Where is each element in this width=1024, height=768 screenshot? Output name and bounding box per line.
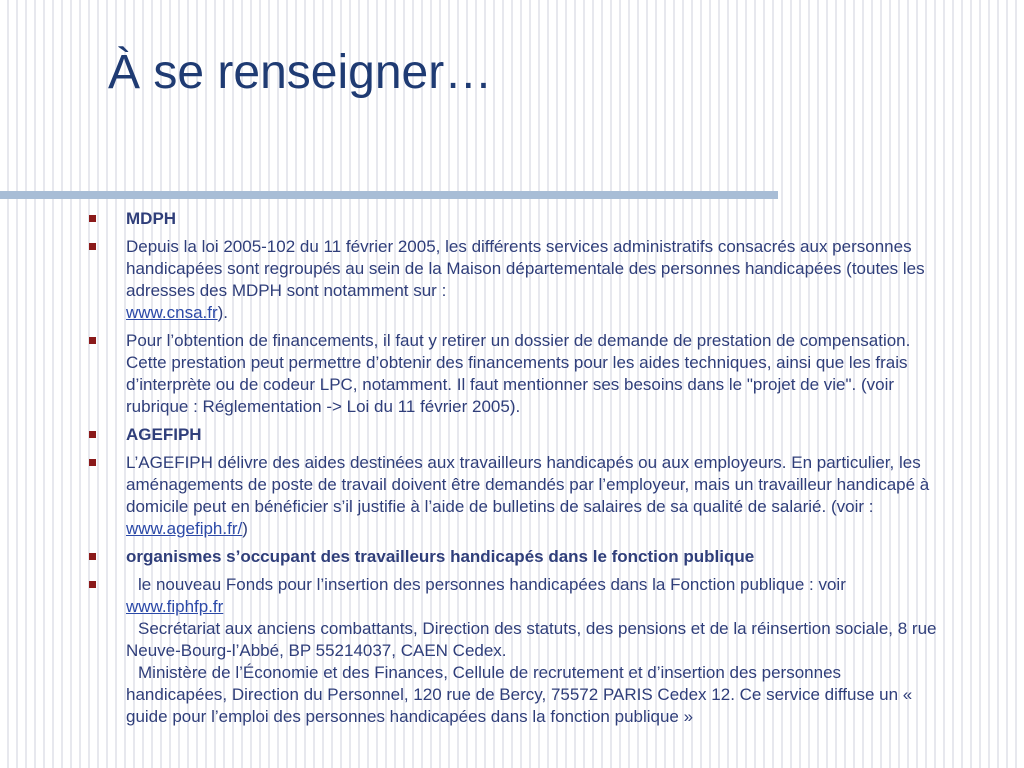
fiphfp-link[interactable]: www.fiphfp.fr: [126, 597, 224, 616]
content-list: [86, 208, 946, 734]
list-item-agefiph-text: [86, 452, 946, 540]
list-item-fonds: [86, 574, 946, 728]
title-divider: [0, 191, 778, 199]
financement-text: Pour l’obtention de financements, il faut y retirer un dossier de demande de prestation de compensation. Cette prestation peut permettre d’obtenir des financements pour les aides techniques, ainsi que les frais d’interprète ou de codeur LPC, notamment. Il faut mentionner ses besoins dans le "projet de vie". (voir rubrique : Réglementation -> Loi du 11 février 2005).: [126, 331, 911, 416]
square-bullet-icon: [89, 459, 96, 466]
agefiph-link[interactable]: www.agefiph.fr/: [126, 519, 243, 538]
secretariat-text: Secrétariat aux anciens combattants, Direction des statuts, des pensions et de la réinsertion sociale, 8 rue Neuve-Bourg-l’Abbé, BP 55214037, CAEN Cedex.: [126, 619, 937, 660]
agefiph-heading: AGEFIPH: [126, 425, 202, 444]
list-item-mdph-text: [86, 236, 946, 324]
cnsa-link[interactable]: www.cnsa.fr: [126, 303, 218, 322]
square-bullet-icon: [89, 243, 96, 250]
list-item-mdph-heading: [86, 208, 946, 230]
mdph-heading: MDPH: [126, 209, 177, 228]
list-item-agefiph-heading: [86, 424, 946, 446]
agefiph-text: L’AGEFIPH délivre des aides destinées aux travailleurs handicapés ou aux employeurs. En particulier, les aménagements de poste de travail doivent être demandés par l’employeur, mais un travailleur handicapé à domicile peut en bénéficier s’il justifie à l’aide de bulletins de salaires de sa qualité de salarié. (voir :: [126, 453, 930, 516]
organismes-heading: organismes s’occupant des travailleurs handicapés dans le fonction publique: [126, 547, 755, 566]
square-bullet-icon: [89, 581, 96, 588]
slide-title: À se renseigner…: [108, 46, 493, 99]
square-bullet-icon: [89, 337, 96, 344]
mdph-after: ).: [217, 303, 229, 322]
square-bullet-icon: [89, 215, 96, 222]
ministere-text: Ministère de l’Économie et des Finances, Cellule de recrutement et d’insertion des personnes handicapées, Direction du Personnel, 120 rue de Bercy, 75572 PARIS Cedex 12. Ce service diffuse un « guide pour l’emploi des personnes handicapées dans la fonction publique »: [126, 663, 913, 726]
list-item-organismes-heading: [86, 546, 946, 568]
mdph-text: Depuis la loi 2005-102 du 11 février 2005, les différents services administratifs consacrés aux personnes handicapées sont regroupés au sein de la Maison départementale des personnes handicapées (toutes les adresses des MDPH sont notamment sur :: [126, 237, 925, 300]
agefiph-after: ): [242, 519, 248, 538]
square-bullet-icon: [89, 553, 96, 560]
fonds-text: le nouveau Fonds pour l’insertion des personnes handicapées dans la Fonction publique : voir: [138, 575, 846, 594]
list-item-financement: [86, 330, 946, 418]
square-bullet-icon: [89, 431, 96, 438]
